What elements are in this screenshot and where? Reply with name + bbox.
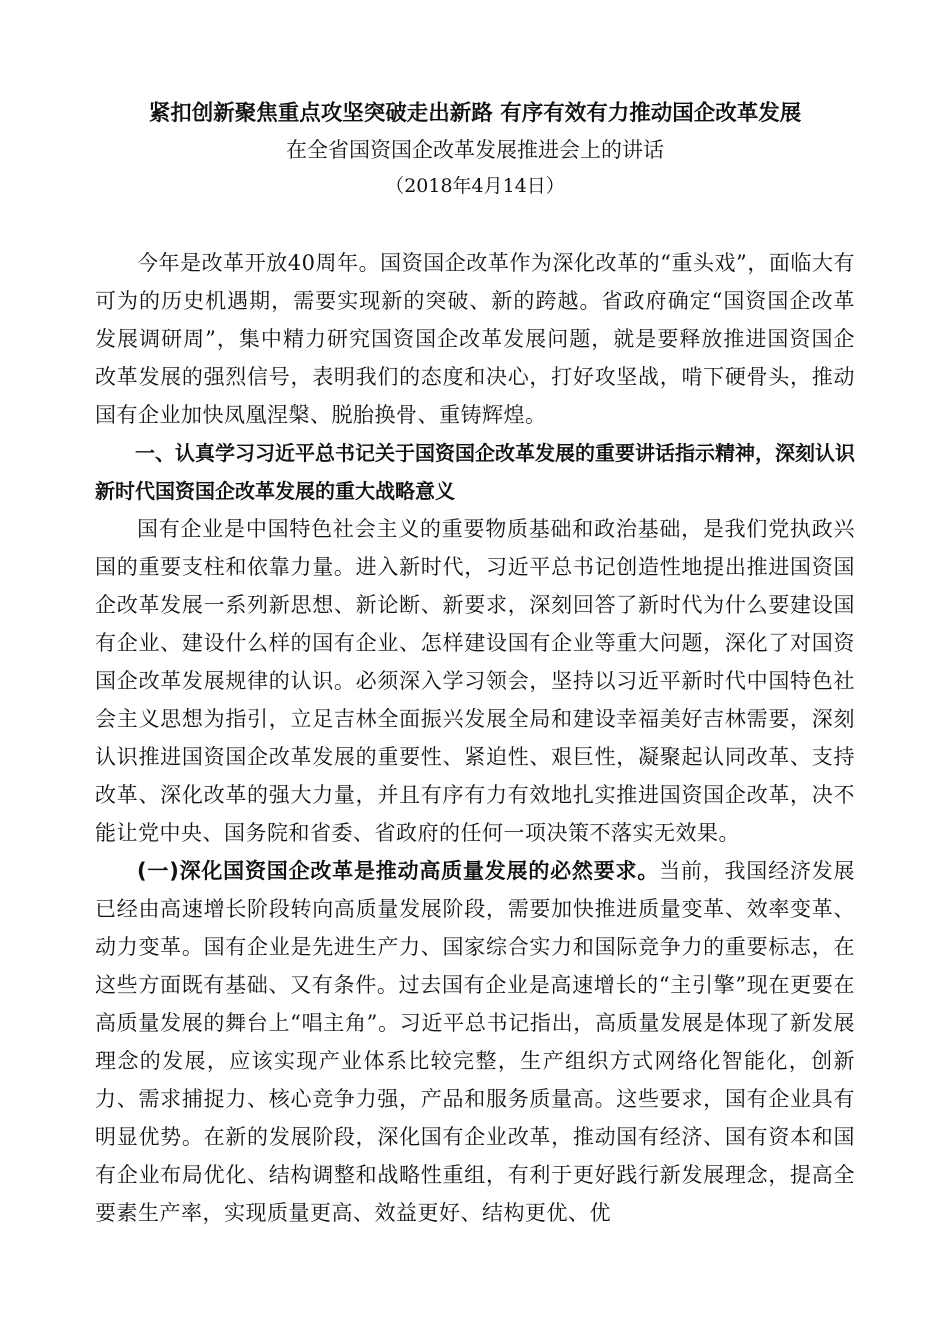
paragraph-subsection-1 — [95, 852, 855, 1232]
document-subtitle: 在全省国资国企改革发展推进会上的讲话 — [286, 138, 664, 162]
document-date: （2018年4月14日） — [385, 175, 565, 197]
document-title: 紧扣创新聚焦重点攻坚突破走出新路 有序有效有力推动国企改革发展 — [148, 101, 802, 126]
section-heading-1: 一、认真学习习近平总书记关于国资国企改革发展的重要讲话指示精神，深刻认识新时代国资国企改革发展的重大战略意义 — [95, 441, 855, 503]
paragraph-section1: 国有企业是中国特色社会主义的重要物质基础和政治基础，是我们党执政兴国的重要支柱和依靠力量。进入新时代，习近平总书记创造性地提出推进国资国企改革发展一系列新思想、新论断、新要求，深刻回答了新时代为什么要建设国有企业、建设什么样的国有企业、怎样建设国有企业等重大问题，深化了对国资国企改革发展规律的认识。必须深入学习领会，坚持以习近平新时代中国特色社会主义思想为指引，立足吉林全面振兴发展全局和建设幸福美好吉林需要，深刻认识推进国资国企改革发展的重要性、紧迫性、艰巨性，凝聚起认同改革、支持改革、深化改革的强大力量，并且有序有力有效地扎实推进国资国企改革，决不能让党中央、国务院和省委、省政府的任何一项决策不落实无效果。 — [95, 517, 855, 845]
paragraph-intro: 今年是改革开放40周年。国资国企改革作为深化改革的“重头戏”，面临大有可为的历史机遇期，需要实现新的突破、新的跨越。省政府确定“国资国企改革发展调研周”，集中精力研究国资国企改革发展问题，就是要释放推进国资国企改革发展的强烈信号，表明我们的态度和决心，打好攻坚战，啃下硬骨头，推动国有企业加快凤凰涅槃、脱胎换骨、重铸辉煌。 — [95, 251, 855, 427]
subsection-text: 当前，我国经济发展已经由高速增长阶段转向高质量发展阶段，需要加快推进质量变革、效率变革、动力变革。国有企业是先进生产力、国家综合实力和国际竞争力的重要标志，在这些方面既有基础、又有条件。过去国有企业是高速增长的“主引擎”现在更要在高质量发展的舞台上“唱主角”。习近平总书记指出，高质量发展是体现了新发展理念的发展，应该实现产业体系比较完整，生产组织方式网络化智能化，创新力、需求捕捉力、核心竞争力强，产品和服务质量高。这些要求，国有企业具有明显优势。在新的发展阶段，深化国有企业改革，推动国有经济、国有资本和国有企业布局优化、结构调整和战略性重组，有利于更好践行新发展理念，提高全要素生产率，实现质量更高、效益更好、结构更优、优 — [95, 859, 855, 1225]
subsection-lead: (一)深化国资国企改革是推动高质量发展的必然要求。 — [137, 859, 660, 883]
